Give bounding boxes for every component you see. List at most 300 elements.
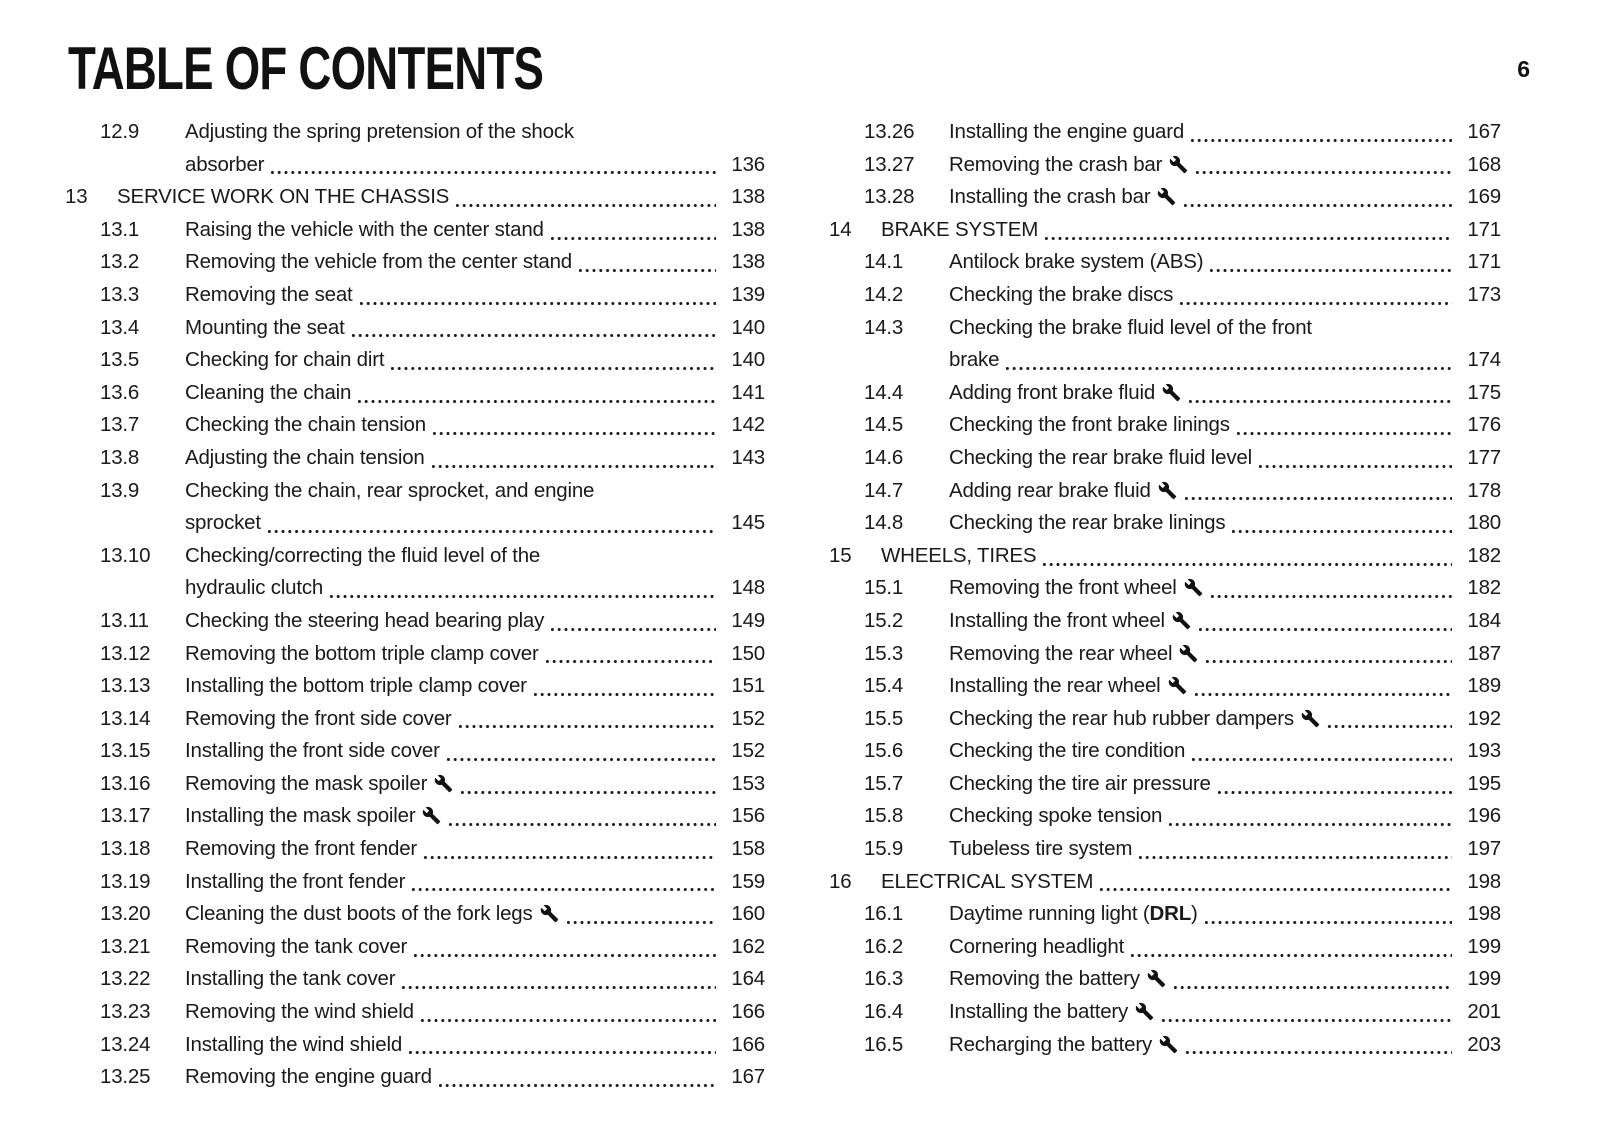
toc-entry [829,279,1501,312]
dot-leader [1170,963,1452,996]
dot-leader [435,1061,716,1094]
entry-title-text: Removing the bottom triple clamp cover [185,641,539,665]
entry-body [949,116,1501,149]
entry-number: 14.4 [864,380,904,404]
toc-entry [829,735,1501,768]
toc-entry [65,246,765,279]
entry-number: 13.5 [100,348,140,372]
entry-title [185,279,353,312]
toc-entry [65,768,765,801]
entry-title-text: Checking the chain tension [185,413,426,437]
entry-title-text: Removing the rear wheel [949,641,1173,665]
entry-body [185,931,765,964]
entry-number: 13.8 [100,445,140,469]
entry-number: 15.9 [864,837,904,861]
entry-body [949,963,1501,996]
dot-leader [326,572,716,605]
entry-body [949,149,1501,182]
entry-number: 13 [65,185,88,209]
entry-last-line [949,833,1501,866]
entry-last-line [185,312,765,345]
entry-body [881,540,1501,573]
dot-leader [1202,638,1452,671]
entry-last-line [949,572,1501,605]
entry-page: 193 [1467,739,1501,763]
entry-body [185,866,765,899]
entry-last-line [949,670,1501,703]
entry-title-text: Installing the bottom triple clamp cover [185,674,527,698]
entry-body [185,996,765,1029]
dot-leader [264,507,716,540]
entry-title-text: Installing the rear wheel [949,674,1161,698]
entry-body [949,670,1501,703]
entry-page: 166 [731,1000,765,1024]
toc-entry [829,572,1501,605]
toc-entry [65,605,765,638]
entry-title [185,735,440,768]
entry-number: 13.23 [100,1000,151,1024]
entry-title-text: hydraulic clutch [185,576,324,600]
entry-title [185,670,527,703]
wrench-icon [1157,187,1176,206]
entry-title [949,409,1230,442]
dot-leader [452,181,716,214]
toc-column-1 [65,116,765,1094]
entry-page: 201 [1467,1000,1501,1024]
entry-title [185,149,264,182]
entry-page: 192 [1467,706,1501,730]
entry-title-text: Raising the vehicle with the center stand [185,217,544,241]
entry-number: 13.17 [100,804,151,828]
entry-title [949,181,1150,214]
entry-page: 145 [731,511,765,535]
entry-page: 152 [731,706,765,730]
entry-page: 199 [1467,934,1501,958]
toc-entry [65,344,765,377]
entry-body [949,833,1501,866]
dot-leader [429,409,716,442]
entry-body [881,866,1501,899]
entry-title-text: Removing the front fender [185,837,418,861]
entry-last-line [185,963,765,996]
entry-title [185,931,407,964]
entry-title-text: absorber [185,152,265,176]
entry-page: 175 [1467,380,1501,404]
entry-body [117,181,765,214]
entry-page: 160 [731,902,765,926]
entry-last-line [185,1061,765,1094]
toc-entry [829,507,1501,540]
toc-entry [65,735,765,768]
entry-last-line [185,149,765,182]
entry-title [185,996,414,1029]
entry-page: 198 [1467,869,1501,893]
entry-page: 167 [1467,120,1501,143]
toc-entry [65,703,765,736]
entry-title [949,116,1184,149]
toc-entry [829,116,1501,149]
entry-page: 182 [1467,543,1501,567]
dot-leader [1214,768,1452,801]
entry-title-text: ELECTRICAL SYSTEM [881,869,1094,893]
dot-leader [1207,572,1452,605]
dot-leader [455,703,716,736]
entry-body [185,409,765,442]
entry-page: 171 [1467,217,1501,241]
entry-last-line [185,768,765,801]
entry-number: 15.2 [864,608,904,632]
entry-last-line [185,800,765,833]
entry-title [185,344,384,377]
entry-last-line [185,996,765,1029]
entry-title-text: brake [949,348,1000,372]
dot-leader [387,344,716,377]
entry-last-line [949,768,1501,801]
entry-number: 14.2 [864,282,904,306]
entry-body [949,996,1501,1029]
entry-title-text: Adding front brake fluid [949,380,1156,404]
entry-body [185,735,765,768]
toc-entry [65,800,765,833]
entry-last-line [185,442,765,475]
entry-last-line [949,377,1501,410]
entry-title-text: Checking/correcting the fluid level of the [185,543,541,567]
page-number: 6 [1517,56,1530,82]
dot-leader [1195,605,1452,638]
wrench-icon [1301,709,1320,728]
toc-entry [829,768,1501,801]
entry-title [185,1061,432,1094]
entry-body [185,214,765,247]
dot-leader [457,768,716,801]
entry-page: 173 [1467,282,1501,306]
toc-entry [829,898,1501,931]
entry-title-text: Installing the mask spoiler [185,804,416,828]
entry-number: 14.5 [864,413,904,437]
entry-number: 13.20 [100,902,151,926]
entry-title-text: Checking the brake fluid level of the front [949,315,1312,339]
entry-title [185,605,544,638]
entry-title-text: Checking for chain dirt [185,348,385,372]
entry-number: 13.1 [100,217,140,241]
entry-number: 16.1 [864,902,904,926]
toc-entry [65,996,765,1029]
dot-leader [420,833,716,866]
entry-body [949,507,1501,540]
toc-entry [65,312,765,345]
wrench-icon [1135,1002,1154,1021]
entry-body [185,670,765,703]
entry-number: 13.9 [100,478,140,502]
toc-entry [829,214,1501,247]
entry-number: 16.5 [864,1032,904,1056]
entry-title-text: Installing the tank cover [185,967,396,991]
entry-body [949,409,1501,442]
entry-title [949,931,1124,964]
dot-leader [1185,377,1452,410]
entry-title-text: Antilock brake system (ABS) [949,250,1204,274]
entry-title [949,1029,1152,1062]
wrench-icon [1168,676,1187,695]
entry-page: 198 [1467,902,1501,926]
entry-body [949,279,1501,312]
toc-entry [829,246,1501,279]
entry-body [949,605,1501,638]
toc-entry [829,149,1501,182]
entry-title-text: Removing the crash bar [949,152,1163,176]
entry-last-line [185,833,765,866]
entry-title-line [185,475,765,508]
entry-title [881,866,1093,899]
wrench-icon [422,806,441,825]
entry-number: 13.10 [100,543,151,567]
entry-number: 13.19 [100,869,151,893]
entry-last-line [185,409,765,442]
entry-last-line [185,507,765,540]
toc-entry [829,409,1501,442]
entry-last-line [949,1029,1501,1062]
entry-title-text: Checking the brake discs [949,282,1174,306]
entry-body [185,800,765,833]
entry-number: 16.2 [864,934,904,958]
entry-number: 15.6 [864,739,904,763]
entry-title [949,833,1132,866]
entry-title-text: Installing the crash bar [949,185,1151,209]
entry-last-line [185,703,765,736]
entry-title [949,768,1211,801]
toc-entry [65,442,765,475]
dot-leader [1135,833,1452,866]
entry-body [185,116,765,181]
entry-number: 13.15 [100,739,151,763]
entry-title-text: Removing the wind shield [185,1000,414,1024]
entry-title [949,377,1155,410]
entry-title-line [185,116,765,149]
entry-last-line [185,279,765,312]
dot-leader [428,442,716,475]
entry-page: 182 [1467,576,1501,600]
toc-entry [829,931,1501,964]
entry-title-text: Installing the front wheel [949,608,1165,632]
entry-title [949,735,1185,768]
dot-leader [408,866,716,899]
entry-title-text: Installing the engine guard [949,120,1185,143]
entry-page: 177 [1467,445,1501,469]
entry-number: 12.9 [100,120,140,143]
entry-page: 158 [731,837,765,861]
entry-page: 152 [731,739,765,763]
entry-last-line [185,344,765,377]
entry-title-text: Removing the seat [185,282,353,306]
dot-leader [267,149,716,182]
entry-body [949,475,1501,508]
entry-number: 13.3 [100,282,140,306]
entry-body [949,572,1501,605]
entry-title [949,149,1162,182]
entry-title-text: Installing the front side cover [185,739,440,763]
toc-entry [65,670,765,703]
entry-number: 13.2 [100,250,140,274]
wrench-icon [1172,611,1191,630]
toc-entry [65,377,765,410]
wrench-icon [1159,1035,1178,1054]
toc-column-2 [829,116,1501,1094]
toc-entry [829,833,1501,866]
dot-leader [410,931,716,964]
entry-title-text: Checking the tire air pressure [949,771,1211,795]
entry-last-line [185,246,765,279]
entry-last-line [185,377,765,410]
toc-entry [829,800,1501,833]
entry-body [949,800,1501,833]
entry-page: 169 [1467,185,1501,209]
entry-number: 13.26 [864,120,915,143]
entry-title [185,833,417,866]
entry-title-text: Removing the battery [949,967,1140,991]
entry-last-line [949,507,1501,540]
entry-body [949,181,1501,214]
toc-entry [829,703,1501,736]
entry-title-line [949,312,1501,345]
entry-page: 151 [731,674,765,698]
entry-last-line [185,638,765,671]
dot-leader [1127,931,1452,964]
entry-body [949,768,1501,801]
dot-leader [1191,670,1452,703]
entry-title [117,181,449,214]
toc-entry [65,475,765,540]
entry-page: 168 [1467,152,1501,176]
entry-page: 197 [1467,837,1501,861]
entry-number: 13.4 [100,315,140,339]
entry-page: 136 [731,152,765,176]
dot-leader [575,246,716,279]
entry-title-text: DRL [1149,902,1192,926]
entry-number: 13.13 [100,674,151,698]
toc-entry [829,377,1501,410]
entry-title [185,572,323,605]
entry-title-text: Removing the front side cover [185,706,452,730]
entry-title [185,442,425,475]
entry-body [881,214,1501,247]
entry-last-line [949,963,1501,996]
entry-title-text: Checking spoke tension [949,804,1163,828]
dot-leader [1233,409,1452,442]
entry-title [949,246,1203,279]
dot-leader [1096,866,1452,899]
entry-page: 187 [1467,641,1501,665]
toc-entry [829,866,1501,899]
entry-last-line [881,214,1501,247]
entry-title [949,703,1294,736]
entry-number: 15.8 [864,804,904,828]
entry-title-text: Checking the chain, rear sprocket, and engine [185,478,595,502]
entry-page: 140 [731,348,765,372]
entry-title [949,442,1252,475]
toc-entry [829,670,1501,703]
entry-title-text: Removing the front wheel [949,576,1177,600]
entry-title [949,800,1162,833]
entry-page: 140 [731,315,765,339]
entry-title-text: Cleaning the dust boots of the fork legs [185,902,533,926]
entry-title-text: Cleaning the chain [185,380,352,404]
toc-entry [829,312,1501,377]
toc-entry [829,181,1501,214]
entry-title-text: ) [1191,902,1198,926]
entry-number: 13.12 [100,641,151,665]
entry-number: 13.14 [100,706,151,730]
entry-number: 16.4 [864,1000,904,1024]
entry-page: 142 [731,413,765,437]
dot-leader [1324,703,1452,736]
entry-title-text: Mounting the seat [185,315,345,339]
entry-page: 184 [1467,608,1501,632]
entry-title-text: Cornering headlight [949,934,1125,958]
dot-leader [1041,214,1452,247]
entry-last-line [185,214,765,247]
entry-title [185,409,426,442]
entry-title [949,996,1128,1029]
entry-body [185,540,765,605]
entry-title-text: Adjusting the chain tension [185,445,425,469]
wrench-icon [434,774,453,793]
dot-leader [1192,149,1452,182]
entry-title-line [185,540,765,573]
entry-last-line [949,246,1501,279]
entry-title-text: Removing the mask spoiler [185,771,428,795]
dot-leader [1181,475,1452,508]
entry-title [185,768,427,801]
entry-body [949,638,1501,671]
entry-body [949,1029,1501,1062]
wrench-icon [1147,969,1166,988]
entry-title-text: WHEELS, TIRES [881,543,1037,567]
entry-page: 153 [731,771,765,795]
entry-number: 13.22 [100,967,151,991]
entry-page: 150 [731,641,765,665]
entry-body [185,312,765,345]
entry-title [949,507,1225,540]
entry-number: 13.7 [100,413,140,437]
entry-title [185,898,533,931]
entry-body [949,246,1501,279]
entry-title [185,800,415,833]
toc-entry [829,442,1501,475]
entry-title-text: Checking the rear brake fluid level [949,445,1252,469]
toc-entry [65,1061,765,1094]
dot-leader [356,279,716,312]
entry-number: 14.6 [864,445,904,469]
entry-title-text: Removing the engine guard [185,1065,432,1089]
toc-entry [65,279,765,312]
toc-entry [829,475,1501,508]
toc-entry [65,866,765,899]
entry-page: 164 [731,967,765,991]
entry-body [949,931,1501,964]
dot-leader [405,1029,716,1062]
toc-entry [65,181,765,214]
dot-leader [1176,279,1452,312]
entry-number: 14.1 [864,250,904,274]
entry-last-line [185,605,765,638]
entry-number: 13.6 [100,380,140,404]
entry-page: 156 [731,804,765,828]
entry-number: 15 [829,543,852,567]
wrench-icon [1158,481,1177,500]
entry-body [185,605,765,638]
entry-last-line [949,996,1501,1029]
entry-title [949,344,999,377]
